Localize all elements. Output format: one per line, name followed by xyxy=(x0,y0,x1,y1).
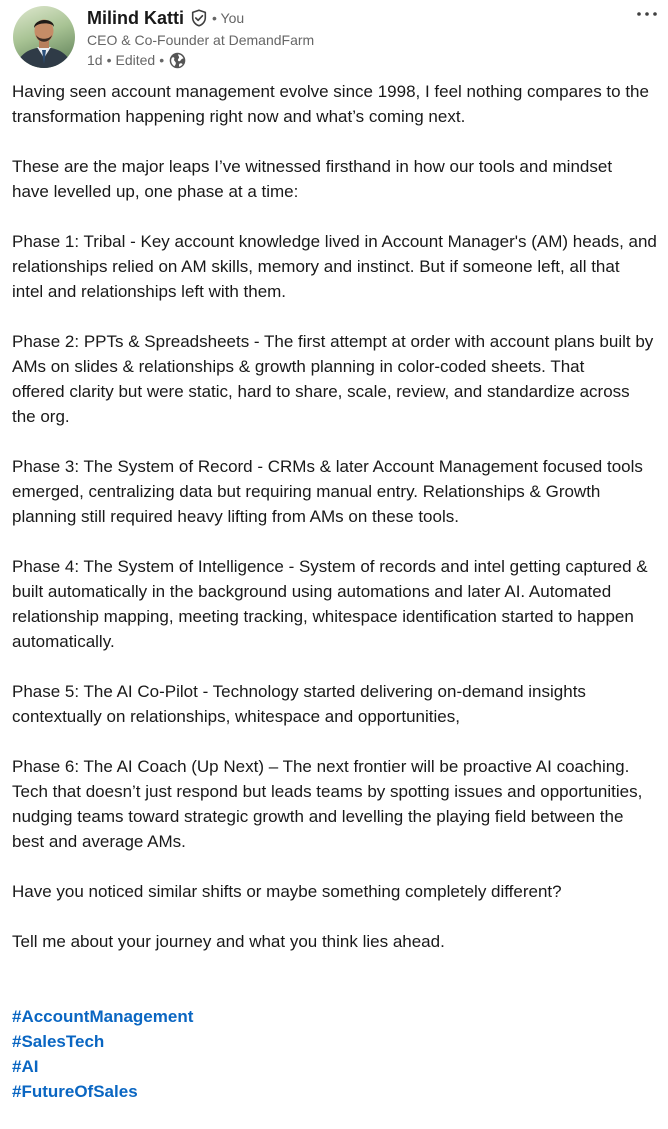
post-paragraph-phase-4: Phase 4: The System of Intelligence - System of records and intel getting captured & built automatically in the background using automations and later AI. Automated relationship mapping, meeting tracking, whitespace identification started to happen automatically. xyxy=(12,557,648,651)
connection-degree: • You xyxy=(212,10,245,26)
hashtag-list xyxy=(12,979,666,1104)
author-avatar[interactable] xyxy=(13,6,75,68)
post-paragraph-phase-2: Phase 2: PPTs & Spreadsheets - The first attempt at order with account plans built by AMs on slides & relationships & growth planning in color-coded sheets. That offered clarity but were static, hard to share, scale, review, and standardize across the org. xyxy=(12,332,654,426)
post-paragraph-phase-6: Phase 6: The AI Coach (Up Next) – The next frontier will be proactive AI coaching. Tech that doesn’t just respond but leads teams by spotting issues and opportunities, nudging teams toward strategic growth and levelling the playing field between the best and average AMs. xyxy=(12,757,643,851)
post-header xyxy=(87,6,607,69)
post-time[interactable]: 1d xyxy=(87,52,103,68)
post-paragraph-phase-5: Phase 5: The AI Co-Pilot - Technology started delivering on-demand insights contextually on relationships, whitespace and opportunities, xyxy=(12,682,586,726)
verified-icon xyxy=(190,9,208,27)
post-paragraph-phase-1: Phase 1: Tribal - Key account knowledge lived in Account Manager's (AM) heads, and relationships relied on AM skills, memory and instinct. But if someone left, all that intel and relationships left with them. xyxy=(12,232,657,301)
post-paragraph-leaps: These are the major leaps I’ve witnessed firsthand in how our tools and mindset have levelled up, one phase at a time: xyxy=(12,157,613,201)
meta-separator-2: • xyxy=(159,52,165,68)
hashtag-link[interactable]: #FutureOfSales xyxy=(12,1082,138,1101)
hashtag-link[interactable]: #SalesTech xyxy=(12,1032,105,1051)
edited-label: Edited xyxy=(115,52,156,68)
profile-photo-icon xyxy=(13,6,75,68)
author-headline: CEO & Co-Founder at DemandFarm xyxy=(87,32,315,48)
post-body xyxy=(12,79,666,1129)
author-name[interactable]: Milind Katti xyxy=(87,7,184,28)
meta-separator: • xyxy=(106,52,112,68)
post-paragraph-phase-3: Phase 3: The System of Record - CRMs & later Account Management focused tools emerged, centralizing data but requiring manual entry. Relationships & Growth planning still required heavy lifting from AMs on these tools. xyxy=(12,457,643,526)
post-meta xyxy=(87,51,607,69)
post-paragraph-cta: Tell me about your journey and what you think lies ahead. xyxy=(12,932,445,951)
more-options-icon xyxy=(636,11,658,17)
more-options-button[interactable] xyxy=(634,4,660,24)
hashtag-link[interactable]: #AccountManagement xyxy=(12,1007,194,1026)
globe-icon[interactable] xyxy=(169,52,186,69)
hashtag-link[interactable]: #AI xyxy=(12,1057,39,1076)
author-name-row xyxy=(87,6,607,30)
post-paragraph-question: Have you noticed similar shifts or maybe something completely different? xyxy=(12,882,562,901)
post-paragraph-intro: Having seen account management evolve since 1998, I feel nothing compares to the transformation happening right now and what’s coming next. xyxy=(12,82,649,126)
